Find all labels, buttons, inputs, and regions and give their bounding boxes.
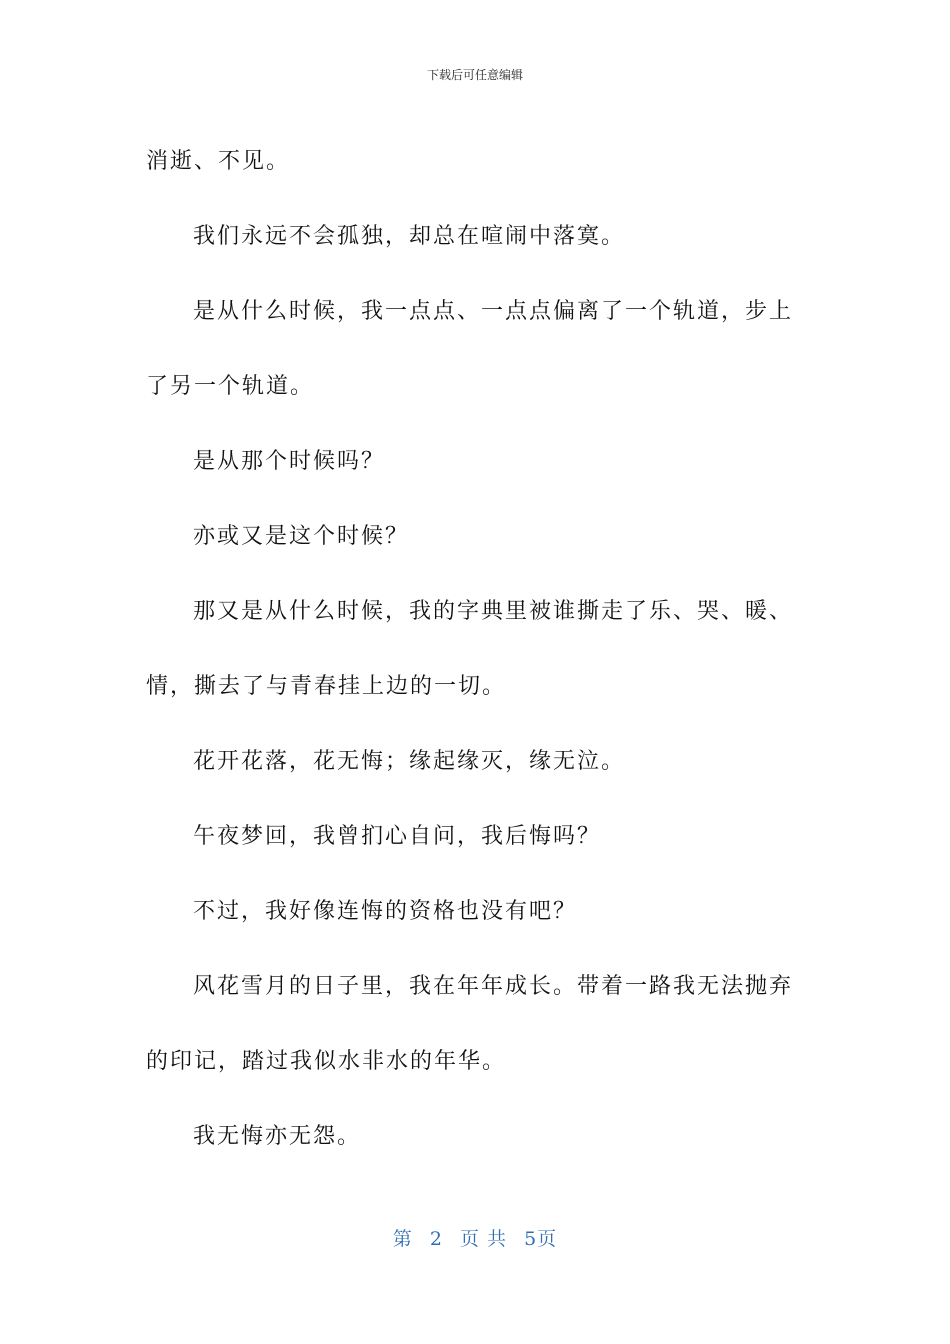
paragraph: 午夜梦回，我曾扪心自问，我后悔吗？ — [193, 824, 602, 849]
paragraph: 是从那个时候吗？ — [193, 449, 386, 474]
paragraph: 不过，我好像连悔的资格也没有吧？ — [193, 899, 578, 924]
footer-prefix: 第 — [392, 1228, 413, 1250]
paragraph: 我无悔亦无怨。 — [193, 1124, 362, 1149]
footer-middle: 页 共 — [460, 1228, 508, 1250]
page-footer — [0, 1224, 950, 1251]
footer-page-number: 2 — [429, 1228, 443, 1250]
header-note: 下载后可任意编辑 — [426, 68, 523, 82]
paragraph: 消逝、不见。 — [146, 149, 291, 174]
paragraph: 风花雪月的日子里，我在年年成长。带着一路我无法抛弃 — [193, 974, 794, 999]
paragraph: 亦或又是这个时候？ — [193, 524, 410, 549]
paragraph: 了另一个轨道。 — [146, 374, 315, 399]
paragraph: 那又是从什么时候，我的字典里被谁撕走了乐、哭、暖、 — [193, 599, 794, 624]
footer-total: 5页 — [524, 1228, 558, 1250]
paragraph: 花开花落，花无悔；缘起缘灭，缘无泣。 — [193, 749, 626, 774]
paragraph: 的印记，踏过我似水非水的年华。 — [146, 1049, 507, 1074]
paragraph: 情，撕去了与青春挂上边的一切。 — [146, 674, 507, 699]
paragraph: 是从什么时候，我一点点、一点点偏离了一个轨道，步上 — [193, 299, 794, 324]
paragraph: 我们永远不会孤独，却总在喧闹中落寞。 — [193, 224, 626, 249]
body-text — [146, 124, 806, 1174]
